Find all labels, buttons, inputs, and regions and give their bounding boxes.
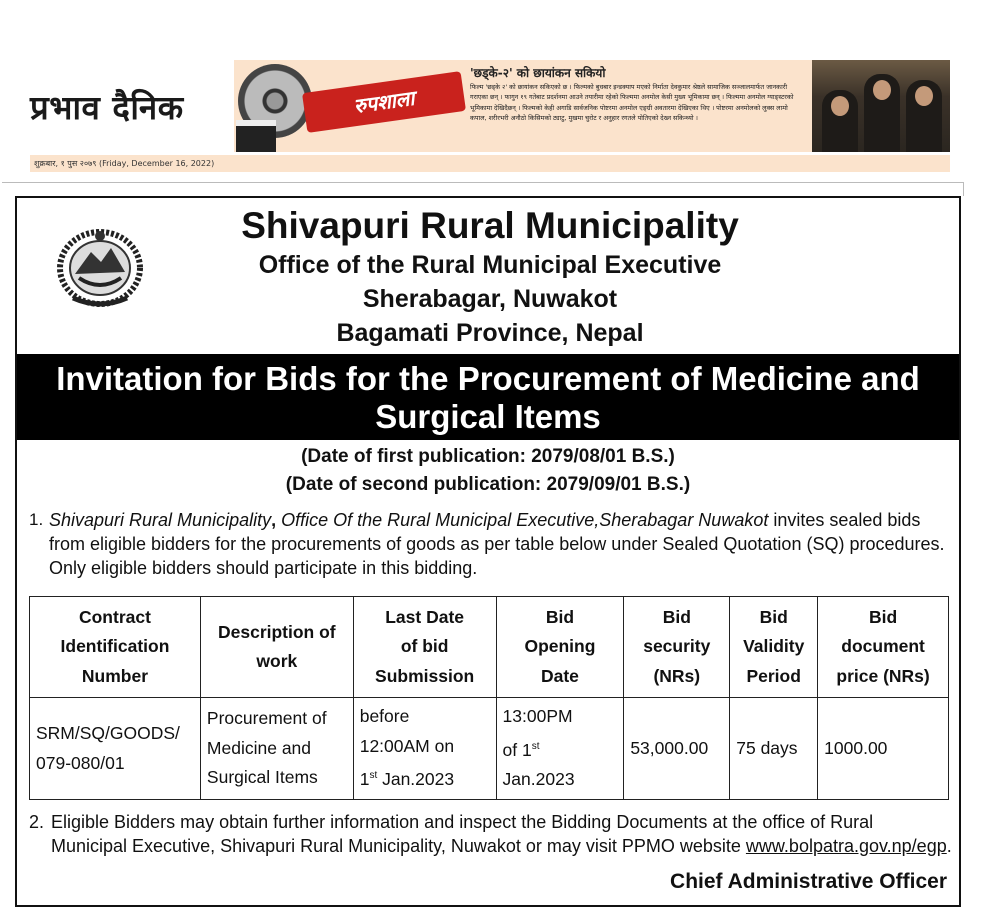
header-contract-id: Contract Identification Number — [30, 597, 201, 698]
header-doc-price: Bid document price (NRs) — [818, 597, 949, 698]
photo-person — [822, 90, 858, 152]
news-body: फिल्म 'छड्के २' को छायांकन सकिएको छ । फिल्मको बुधबार इन्डक्याप मएको निर्माता देवकुमार श्रेष्ठले सामाजिक सञ्जालमार्फत जानकारी गराएका छन् । फागुन १९ गतेबाट प्रदर्शनमा आउने तयारीमा रहेको फिल्ममा अनमोल केसी मुख्य भूमिकामा छन् । फिल्ममा अनमोल ग्याङ्स्टरको भूमिकामा देखिदैछन् । फिल्मको केही अगाडि सार्वजनिक पोष्टरमा अनमोल एङ्ग्री अवतारमा देखिएका थिए । पोष्टरमा अनमोलको लुक्स लामो कपाल, शरीरभरी अनौठो किसिमको ट्याटु, मुखमा चुरोट र अनुहार रगतले पोतिएको देख्न सकिन्थ्यो । — [470, 83, 794, 123]
invitation-paragraph — [29, 508, 953, 580]
notice-title — [17, 354, 959, 440]
ppmo-website-link[interactable]: www.bolpatra.gov.np/egp — [745, 836, 947, 856]
dateline: शुक्रबार, १ पुस २०७९ (Friday, December 16, 2022) — [30, 155, 950, 172]
title-line: Surgical Items — [375, 398, 601, 435]
office-italic: Office Of the Rural Municipal Executive,Sherabagar Nuwakot — [281, 510, 769, 530]
org-name: Shivapuri Rural Municipality — [241, 205, 739, 246]
org-italic: Shivapuri Rural Municipality — [49, 510, 272, 530]
separator: , — [271, 510, 282, 530]
cell-bid-validity: 75 days — [730, 698, 818, 800]
cell-doc-price: 1000.00 — [818, 698, 949, 800]
cell-last-date: before 12:00AM on 1st Jan.2023 — [353, 698, 496, 800]
cell-description: Procurement of Medicine and Surgical Items — [200, 698, 353, 800]
header-bid-validity: Bid Validity Period — [730, 597, 818, 698]
photo-person — [864, 74, 900, 152]
paragraph-tail: . — [946, 836, 952, 856]
paragraph-number: 1. — [29, 510, 44, 529]
signoff: Chief Administrative Officer — [670, 870, 947, 893]
divider — [2, 182, 964, 183]
news-photo — [812, 60, 950, 152]
header-description: Description of work — [200, 597, 353, 698]
clapperboard-icon — [236, 120, 276, 152]
news-headline: 'छड्के-२' को छायांकन सकियो — [470, 66, 606, 80]
office-location: Sherabagar, Nuwakot — [362, 285, 618, 313]
header-last-date: Last Date of bid Submission — [353, 597, 496, 698]
title-line: Invitation for Bids for the Procurement of Medicine and — [56, 360, 920, 397]
info-paragraph — [29, 810, 953, 858]
news-banner — [234, 60, 950, 152]
paragraph-text: invites sealed bids from eligible bidders for the procurements of goods as per table below under Sealed Quotation (SQ) procedures. Only eligible bidders should participate in this bidding. — [49, 510, 945, 578]
office-name: Office of the Rural Municipal Executive — [258, 251, 722, 279]
cell-opening-date: 13:00PM of 1st Jan.2023 — [496, 698, 624, 800]
header-opening-date: Bid Opening Date — [496, 597, 624, 698]
notice-header — [17, 204, 963, 350]
paragraph-number: 2. — [29, 812, 45, 832]
cell-bid-security: 53,000.00 — [624, 698, 730, 800]
province: Bagamati Province, Nepal — [336, 319, 644, 347]
second-publication-date: (Date of second publication: 2079/09/01 B.S.) — [285, 474, 691, 495]
bid-notice — [15, 196, 961, 907]
table-row — [30, 698, 949, 800]
cell-contract-id: SRM/SQ/GOODS/ 079-080/01 — [30, 698, 201, 800]
table-header-row — [30, 597, 949, 698]
divider — [963, 182, 964, 196]
photo-person — [906, 80, 942, 152]
newspaper-masthead: प्रभाव दैनिक — [30, 88, 184, 127]
header-bid-security: Bid security (NRs) — [624, 597, 730, 698]
first-publication-date: (Date of first publication: 2079/08/01 B.S.) — [301, 446, 675, 467]
section-label: रुपशाला — [302, 71, 466, 133]
paragraph-text: Eligible Bidders may obtain further information and inspect the Bidding Documents at the office of Rural Municipal Executive, Shivapuri Rural Municipality, Nuwakot or may visit PPMO website — [51, 812, 874, 856]
bid-table — [29, 596, 949, 800]
